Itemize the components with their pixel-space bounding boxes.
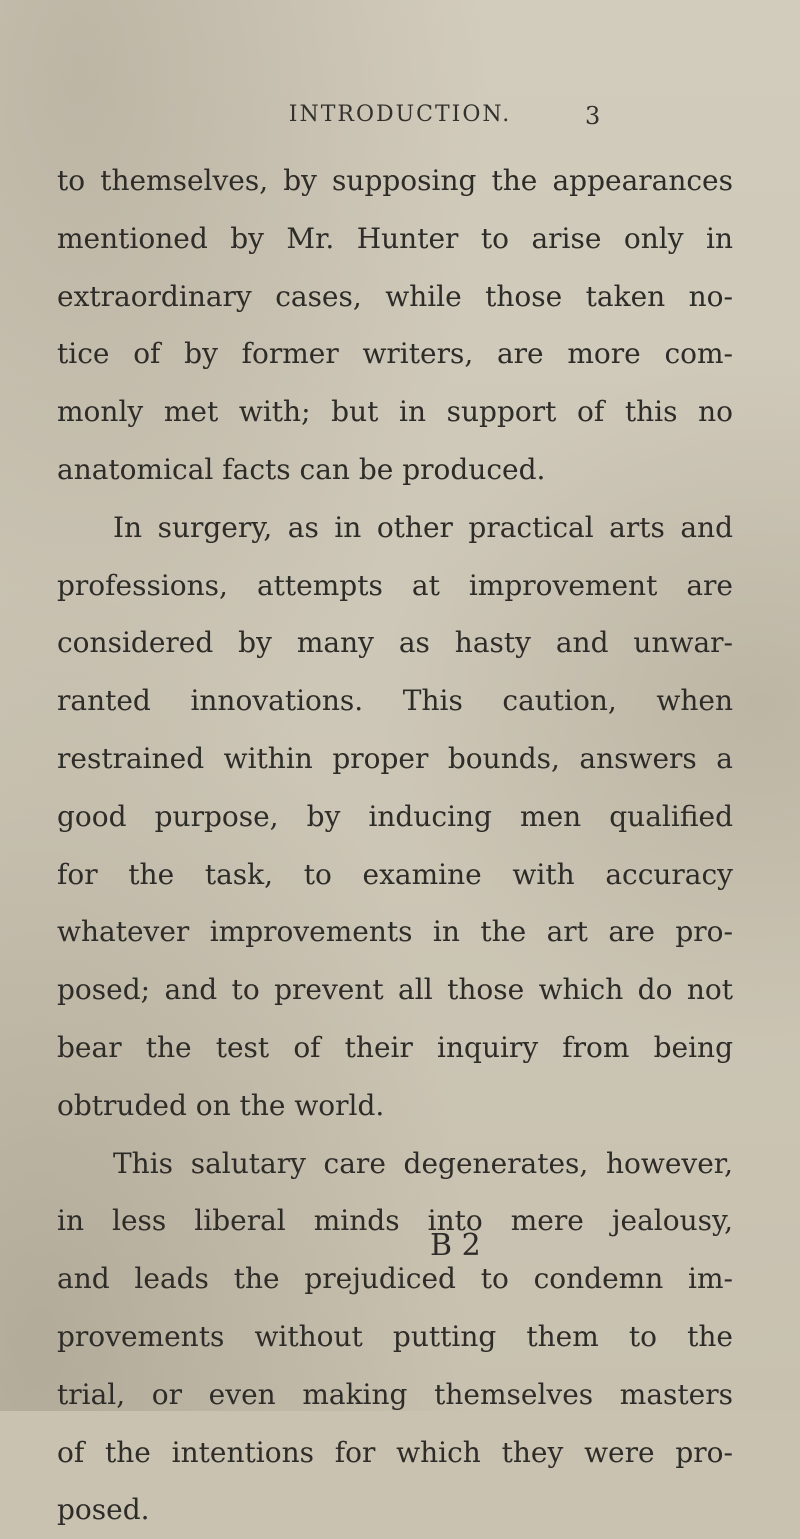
page-number: 3	[585, 102, 601, 130]
text-line: in less liberal minds into mere jealousy,	[57, 1204, 733, 1238]
text-line: professions, attempts at improvement are	[57, 568, 733, 602]
text-line: provements without putting them to the	[57, 1319, 733, 1353]
text-line: of the intentions for which they were pro-	[57, 1435, 733, 1469]
text-line: and leads the prejudiced to condemn im-	[57, 1262, 733, 1296]
text-line: anatomical facts can be produced.	[57, 452, 546, 486]
text-line: posed; and to prevent all those which do not	[57, 973, 733, 1007]
text-line: In surgery, as in other practical arts and	[113, 510, 733, 544]
text-line: posed.	[57, 1493, 150, 1527]
text-line: extraordinary cases, while those taken no-	[57, 279, 733, 313]
signature-mark: B 2	[430, 1228, 481, 1263]
text-line: This salutary care degenerates, however,	[113, 1146, 733, 1180]
text-line: to themselves, by supposing the appearances	[57, 164, 733, 197]
text-line: for the task, to examine with accuracy	[57, 857, 733, 891]
text-line: trial, or even making themselves masters	[57, 1377, 733, 1411]
running-head: INTRODUCTION.	[288, 102, 512, 127]
text-line: ranted innovations. This caution, when	[57, 684, 733, 718]
text-line: tice of by former writers, are more com-	[57, 337, 733, 371]
text-line: obtruded on the world.	[57, 1088, 385, 1122]
text-line: whatever improvements in the art are pro-	[57, 915, 733, 949]
body-text	[57, 152, 733, 1539]
text-line: good purpose, by inducing men qualified	[57, 799, 733, 833]
text-line: restrained within proper bounds, answers a	[57, 741, 733, 775]
text-line: bear the test of their inquiry from being	[57, 1030, 733, 1064]
text-line: considered by many as hasty and unwar-	[57, 626, 733, 660]
text-line: monly met with; but in support of this no	[57, 395, 733, 429]
text-line: mentioned by Mr. Hunter to arise only in	[57, 221, 733, 255]
page-header	[0, 90, 800, 130]
